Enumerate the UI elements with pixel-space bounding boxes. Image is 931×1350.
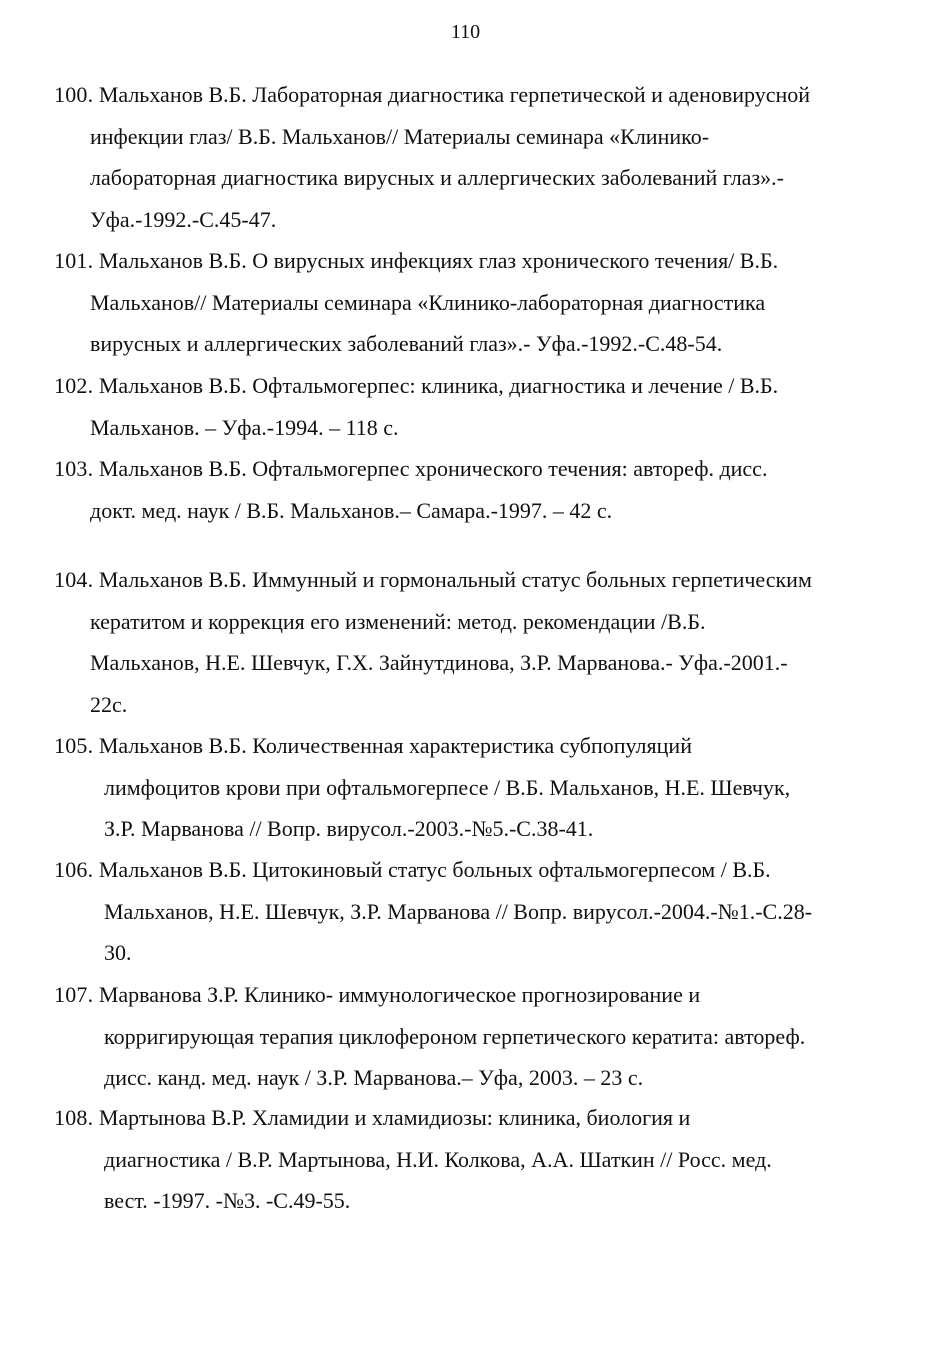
reference-text: Мальханов В.Б. Офтальмогерпес хронического течения: автореф. дисс. — [98, 456, 768, 481]
reference-item-103 — [0, 448, 931, 531]
reference-item-100 — [0, 74, 931, 240]
reference-line — [0, 74, 931, 116]
reference-number: 101. — [54, 248, 94, 273]
reference-item-102 — [0, 365, 931, 448]
reference-text: Мальханов В.Б. Количественная характеристика субпопуляций — [98, 733, 692, 758]
reference-text: Мальханов В.Б. Лабораторная диагностика герпетической и аденовирусной — [98, 82, 811, 107]
reference-text: Марванова З.Р. Клинико- иммунологическое прогнозирование и — [98, 982, 701, 1007]
reference-line: вест. -1997. -№3. -С.49-55. — [104, 1188, 351, 1213]
reference-line: докт. мед. наук / В.Б. Мальханов.– Самара.-1997. – 42 с. — [90, 497, 613, 523]
reference-number: 103. — [54, 456, 94, 481]
reference-item-101 — [0, 240, 931, 365]
reference-line: Мальханов, Н.Е. Шевчук, Г.Х. Зайнутдинова, З.Р. Марванова.- Уфа.-2001.- — [90, 650, 788, 675]
reference-line: лабораторная диагностика вирусных и аллергических заболеваний глаз».- — [90, 165, 784, 190]
reference-item-104 — [0, 559, 931, 725]
reference-item-105 — [0, 725, 931, 850]
reference-number: 102. — [54, 373, 94, 398]
reference-number: 106. — [54, 857, 94, 882]
reference-line: Мальханов// Материалы семинара «Клинико-лабораторная диагностика — [90, 289, 766, 315]
reference-item-107 — [0, 974, 931, 1099]
reference-line — [0, 849, 931, 891]
reference-number: 107. — [54, 982, 94, 1007]
reference-line: инфекции глаз/ В.Б. Мальханов// Материалы семинара «Клинико- — [90, 123, 710, 149]
page-number: 110 — [450, 21, 481, 43]
reference-line: лимфоцитов крови при офтальмогерпесе / В.Б. Мальханов, Н.Е. Шевчук, — [104, 774, 791, 800]
reference-line: вирусных и аллергических заболеваний глаз».- Уфа.-1992.-С.48-54. — [90, 331, 723, 356]
reference-line: Уфа.-1992.-С.45-47. — [90, 206, 277, 232]
reference-number: 104. — [54, 567, 94, 592]
reference-line — [0, 1097, 931, 1139]
reference-line: дисс. канд. мед. наук / З.Р. Марванова.– Уфа, 2003. – 23 с. — [104, 1065, 644, 1090]
reference-line: 30. — [104, 940, 132, 965]
reference-text: Мальханов В.Б. О вирусных инфекциях глаз хронического течения/ В.Б. — [98, 248, 779, 273]
reference-line — [0, 974, 931, 1016]
reference-line: корригирующая терапия циклофероном герпетического кератита: автореф. — [104, 1023, 806, 1049]
reference-line: Мальханов. – Уфа.-1994. – 118 с. — [90, 414, 399, 440]
reference-line: Мальханов, Н.Е. Шевчук, З.Р. Марванова // Вопр. вирусол.-2004.-№1.-С.28- — [104, 898, 813, 924]
reference-number: 100. — [54, 82, 94, 107]
reference-line — [0, 240, 931, 282]
reference-item-108 — [0, 1097, 931, 1222]
reference-text: Мартынова В.Р. Хламидии и хламидиозы: клиника, биология и — [98, 1105, 691, 1130]
reference-text: Мальханов В.Б. Цитокиновый статус больных офтальмогерпесом / В.Б. — [98, 857, 771, 882]
reference-item-106 — [0, 849, 931, 974]
reference-number: 108. — [54, 1105, 94, 1130]
reference-number: 105. — [54, 733, 94, 758]
reference-text: Мальханов В.Б. Офтальмогерпес: клиника, диагностика и лечение / В.Б. — [98, 373, 779, 398]
reference-line: З.Р. Марванова // Вопр. вирусол.-2003.-№5.-С.38-41. — [104, 816, 594, 841]
reference-line: кератитом и коррекция его изменений: метод. рекомендации /В.Б. — [90, 608, 706, 634]
reference-line — [0, 365, 931, 407]
reference-line: 22с. — [90, 691, 128, 717]
reference-line — [0, 448, 931, 490]
reference-text: Мальханов В.Б. Иммунный и гормональный статус больных герпетическим — [98, 567, 812, 592]
reference-line — [0, 559, 931, 601]
reference-line — [0, 725, 931, 767]
reference-line: диагностика / В.Р. Мартынова, Н.И. Колкова, А.А. Шаткин // Росс. мед. — [104, 1146, 772, 1172]
